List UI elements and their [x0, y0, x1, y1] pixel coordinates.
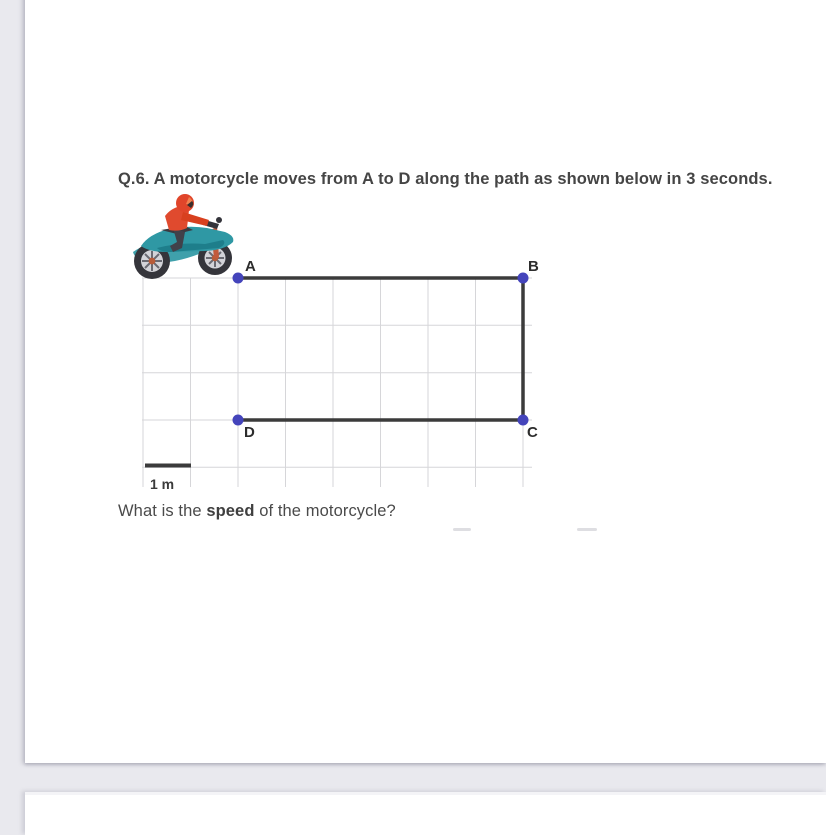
question-number: Q.6. [118, 170, 150, 188]
path-diagram [120, 249, 565, 495]
cropped-text-artifact [577, 528, 597, 531]
prompt-line [118, 501, 396, 522]
point-label-d: D [244, 424, 255, 441]
point-label-b: B [528, 258, 539, 275]
prompt-bold-word: speed [206, 502, 255, 520]
question-statement: A motorcycle moves from A to D along the path as shown below in 3 seconds. [153, 170, 773, 188]
next-page-card [25, 792, 826, 835]
motorcycle-icon [127, 190, 263, 285]
point-label-c: C [527, 424, 538, 441]
mirror [216, 217, 222, 223]
scale-label: 1 m [150, 476, 175, 492]
point-marker-b [518, 273, 529, 284]
rider-helmet [176, 194, 194, 212]
prompt-suffix: of the motorcycle? [254, 502, 396, 520]
prompt-prefix: What is the [118, 502, 207, 520]
point-label-a: A [245, 258, 256, 275]
point-marker-d [233, 415, 244, 426]
grid-lines [142, 278, 532, 487]
question-line [118, 169, 773, 190]
cropped-text-artifact [453, 528, 471, 531]
worksheet-page-card [25, 0, 826, 763]
